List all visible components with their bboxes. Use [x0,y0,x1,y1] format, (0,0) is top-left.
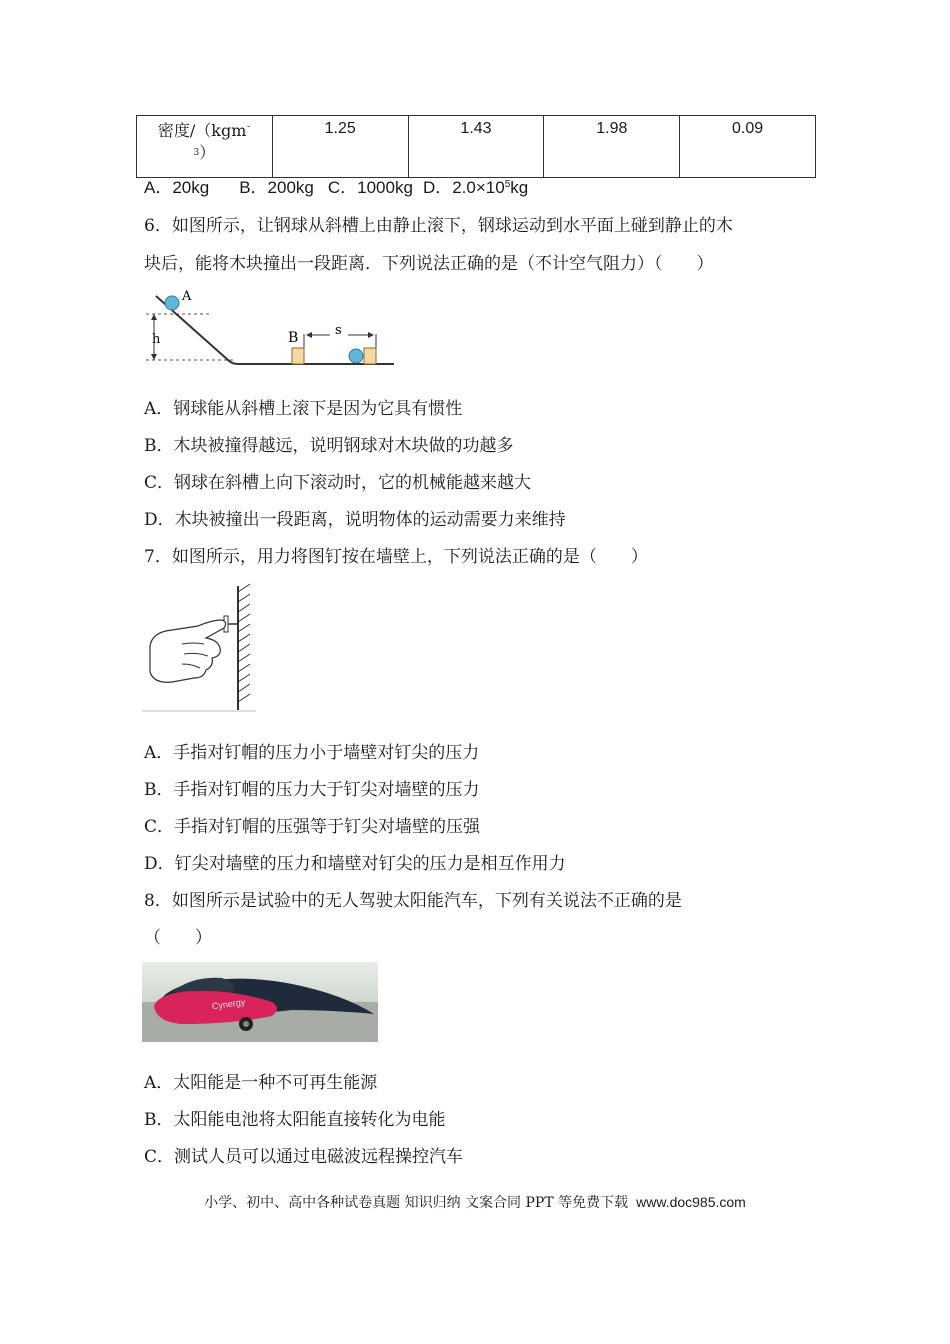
table-row [137,116,816,178]
wall-hatch [238,584,250,702]
q5-option-a: A．20kg [144,178,210,197]
q7-option-a: A．手指对钉帽的压力小于墙壁对钉尖的压力 [144,743,480,763]
thumbtack-figure [142,582,256,712]
label-a: A [182,289,192,304]
q6-option-a: A．钢球能从斜槽上滚下是因为它具有惯性 [144,399,463,419]
incline-figure [142,288,398,372]
table-cell: 0.09 [680,116,816,178]
q7-option-b: B．手指对钉帽的压力大于钉尖对墙壁的压力 [144,780,480,800]
table-cell: 1.25 [272,116,408,178]
q5-option-b: B．200kg [239,178,314,197]
q6-option-b: B．木块被撞得越远，说明钢球对木块做的功越多 [144,436,514,456]
hand-icon [150,620,226,682]
q7-stem: 7．如图所示，用力将图钉按在墙壁上，下列说法正确的是（ ） [144,547,648,567]
table-header-cell: 密度/（kgm$^ˉ$ $^3$） [137,116,273,178]
density-table [136,115,816,178]
q8-option-c: C．测试人员可以通过电磁波远程操控汽车 [144,1147,464,1167]
label-b: B [288,330,299,346]
footer-text: 小学、初中、高中各种试卷真题 知识归纳 文案合同 PPT 等免费下载 [204,1195,629,1211]
table-cell: 1.43 [408,116,544,178]
q8-stem-line2: （ ） [144,928,212,948]
label-s: s [335,323,342,338]
header-superscript: 3 [193,148,200,158]
q8-stem-line1: 8．如图所示是试验中的无人驾驶太阳能汽车，下列有关说法不正确的是 [144,891,682,911]
label-h: h [152,332,161,347]
q5-options [144,176,528,200]
q6-option-d: D．木块被撞出一段距离，说明物体的运动需要力来维持 [144,510,566,530]
wood-block-start [292,348,304,364]
header-text: 密度/（kgm [157,121,247,140]
q8-option-a: A．太阳能是一种不可再生能源 [144,1073,378,1093]
solar-car-photo [142,962,378,1042]
q6-stem-line1: 6．如图所示，让钢球从斜槽上由静止滚下，钢球运动到水平面上碰到静止的木 [144,216,733,236]
q5-option-d-sup: 5 [504,179,511,190]
car-logo-text: Cynergy [211,996,246,1012]
footer-url[interactable]: www.doc985.com [636,1194,746,1210]
steel-ball-start [165,296,179,310]
q6-stem-line2: 块后，能将木块撞出一段距离．下列说法正确的是（不计空气阻力）（ ） [144,254,714,274]
q5-option-c: C．1000kg [327,178,413,197]
steel-ball-end [349,349,363,363]
q5-option-d-suffix: kg [510,178,529,197]
page-footer [0,1192,950,1212]
table-cell: 1.98 [544,116,680,178]
q8-option-b: B．太阳能电池将太阳能直接转化为电能 [144,1110,446,1130]
wood-block-end [364,348,376,364]
q6-option-c: C．钢球在斜槽上向下滚动时，它的机械能越来越大 [144,473,532,493]
q7-option-d: D．钉尖对墙壁的压力和墙壁对钉尖的压力是相互作用力 [144,854,566,874]
header-close: ） [199,143,216,162]
q5-option-d-prefix: D．2.0×10 [422,178,505,197]
q7-option-c: C．手指对钉帽的压强等于钉尖对墙壁的压强 [144,817,481,837]
